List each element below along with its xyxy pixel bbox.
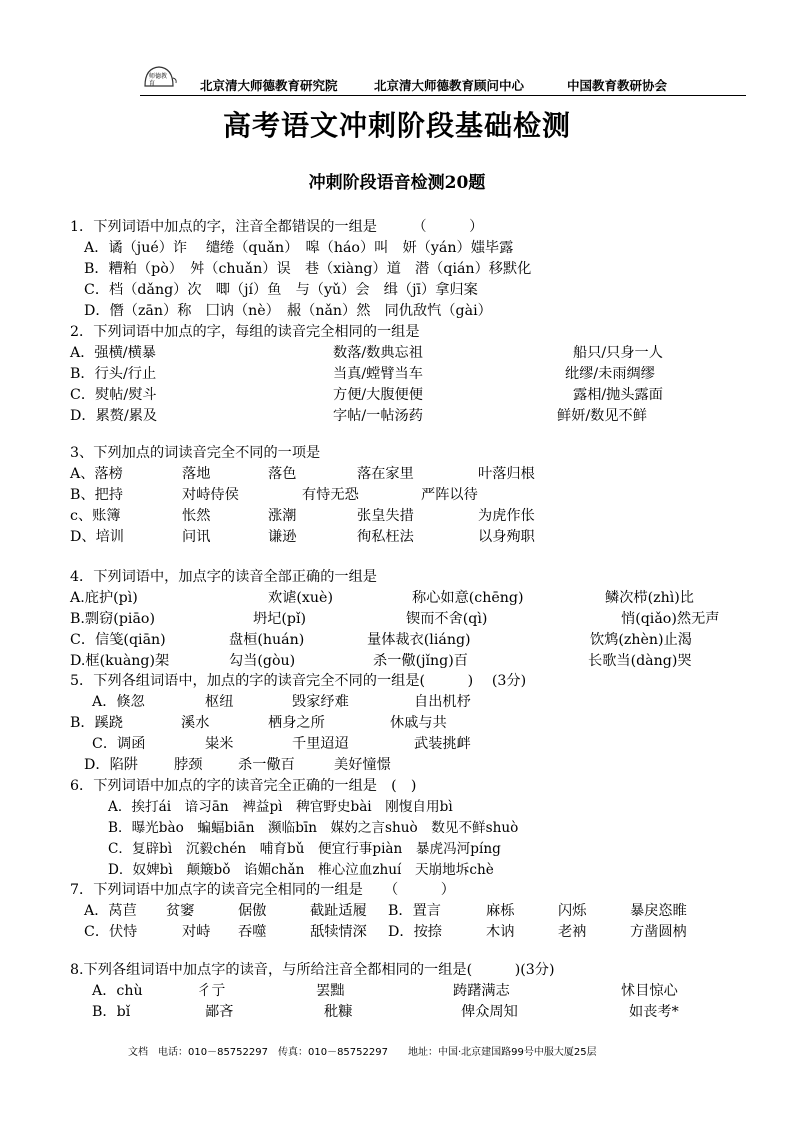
header-org-2: 北京清大师德教育顾问中心 <box>374 78 525 93</box>
q3-c-1: c、账簿 <box>70 508 121 524</box>
q2-d-2: 字帖/一帖汤药 <box>333 408 423 424</box>
q7-r1-2: 贫窭 <box>166 903 195 919</box>
q3-c-4: 张皇失措 <box>357 508 414 524</box>
q8-b-3: 秕糠 <box>324 1004 353 1020</box>
q7-stem: 7．下列词语中加点字的读音完全相同的一组是 （ ） <box>70 882 455 898</box>
q3-b-1: B、把持 <box>70 487 123 503</box>
q3-c-5: 为虎作伥 <box>478 508 535 524</box>
q4-c-3: 量体裁衣(liáng) <box>367 632 471 648</box>
q8-a-4: 踌躇满志 <box>453 983 510 999</box>
q3-d-3: 谦逊 <box>268 529 297 545</box>
q7-r1-5: B．置言 <box>388 903 441 919</box>
logo-text: 师德教育 <box>149 73 168 87</box>
q5-a-3: 毁家纾难 <box>292 694 349 710</box>
page-subtitle: 冲刺阶段语音检测20题 <box>308 173 486 193</box>
q4-b-3: 锲而不舍(qì) <box>406 611 488 627</box>
q2-b-2: 当真/螳臂当车 <box>333 366 423 382</box>
q7-r2-2: 对峙 <box>182 924 211 940</box>
q1-option-c: C．档（dǎng）次 唧（jí）鱼 与（yǔ）会 缉（jī）拿归案 <box>84 282 478 298</box>
q5-a-4: 自出机杼 <box>414 694 471 710</box>
q3-c-3: 涨潮 <box>268 508 297 524</box>
q4-a-2: 欢谑(xuè) <box>268 590 333 606</box>
q5-b-4: 休戚与共 <box>390 715 447 731</box>
q4-stem: 4．下列词语中，加点字的读音全部正确的一组是 <box>70 569 377 585</box>
q4-d-3: 杀一儆(jǐng)百 <box>373 653 468 669</box>
q3-d-4: 徇私枉法 <box>357 529 414 545</box>
q8-b-4: 俾众周知 <box>461 1004 518 1020</box>
q4-a-4: 鳞次栉(zhì)比 <box>605 590 694 606</box>
q1-option-d: D．僭（zān）称 囗讷（nè） 赧（nǎn）然 同仇敌忾（gài） <box>84 303 492 319</box>
q5-a-2: 枢纽 <box>205 694 234 710</box>
q4-c-1: C．信笺(qiān) <box>70 632 166 648</box>
q8-a-1: A．chù <box>92 983 143 999</box>
q4-a-3: 称心如意(chēng) <box>412 590 524 606</box>
q7-r1-3: 倨傲 <box>238 903 267 919</box>
q2-c-2: 方便/大腹便便 <box>333 387 423 403</box>
logo <box>142 64 178 90</box>
q7-r2-1: C．伏恃 <box>84 924 138 940</box>
q5-a-1: A．倏忽 <box>92 694 145 710</box>
q5-c-3: 千里迢迢 <box>292 736 349 752</box>
q8-b-1: B．bǐ <box>92 1004 131 1020</box>
q4-b-2: 坍圮(pǐ) <box>253 611 307 627</box>
q5-b-2: 溪水 <box>181 715 210 731</box>
q5-d-4: 美好憧憬 <box>334 757 391 773</box>
q2-stem: 2．下列词语中加点的字，每组的读音完全相同的一组是 <box>70 324 420 340</box>
q5-stem: 5．下列各组词语中，加点的字的读音完全不同的一组是( ) (3分) <box>70 673 527 689</box>
q5-b-1: B．蹊跷 <box>70 715 123 731</box>
q6-option-b: B．曝光bào 蝙蝠biān 濒临bīn 媒妁之言shuò 数见不鲜shuò <box>108 820 519 836</box>
q8-stem: 8.下列各组词语中加点字的读音，与所给注音全都相同的一组是( )(3分) <box>70 962 555 978</box>
q1-stem: 1．下列词语中加点的字，注音全都错误的一组是 （ ） <box>70 219 484 235</box>
q5-d-1: D．陷阱 <box>84 757 138 773</box>
q7-r1-1: A．莴苣 <box>84 903 137 919</box>
q4-c-4: 饮鸩(zhèn)止渴 <box>590 632 692 648</box>
q8-b-2: 鄙吝 <box>205 1004 234 1020</box>
header-org-1: 北京清大师德教育研究院 <box>200 78 338 93</box>
page-title: 高考语文冲刺阶段基础检测 <box>222 109 571 142</box>
q7-r2-8: 方凿圆枘 <box>630 924 687 940</box>
q1-option-b: B．糟粕（pò） 舛（chuǎn）误 巷（xiàng）道 潜（qián）移默化 <box>84 261 532 277</box>
q4-c-2: 盘桓(huán) <box>229 632 305 648</box>
page-footer: 文档 电话：010－85752297 传真：010－85752297 地址：中国·北京建国路99号中服大厦25层 <box>128 1047 597 1058</box>
q8-a-5: 怵目惊心 <box>621 983 678 999</box>
q3-a-5: 叶落归根 <box>478 466 535 482</box>
q4-b-4: 悄(qiǎo)然无声 <box>621 611 720 627</box>
q3-stem: 3、下列加点的词读音完全不同的一项是 <box>70 445 321 461</box>
q3-b-3: 有恃无恐 <box>302 487 359 503</box>
q6-option-c: C．复辟bì 沉毅chén 哺育bǔ 便宜行事piàn 暴虎冯河píng <box>108 841 501 857</box>
q3-d-2: 问讯 <box>182 529 211 545</box>
q3-b-4: 严阵以待 <box>421 487 478 503</box>
q8-a-2: 彳亍 <box>197 983 226 999</box>
q7-r2-4: 舐犊情深 <box>310 924 367 940</box>
q3-b-2: 对峙侍侯 <box>182 487 239 503</box>
q8-a-3: 罢黜 <box>316 983 345 999</box>
q4-d-4: 长歌当(dàng)哭 <box>588 653 692 669</box>
q4-d-1: D.框(kuàng)架 <box>70 653 170 669</box>
q2-d-1: D．累赘/累及 <box>70 408 158 424</box>
q3-a-2: 落地 <box>182 466 211 482</box>
q3-d-1: D、培训 <box>70 529 124 545</box>
q2-b-1: B．行头/行止 <box>70 366 157 382</box>
q5-d-3: 杀一儆百 <box>238 757 295 773</box>
q4-d-2: 勾当(gòu) <box>229 653 296 669</box>
q6-stem: 6．下列词语中加点的字的读音完全正确的一组是 ( ) <box>70 778 417 794</box>
q5-c-2: 粜米 <box>205 736 234 752</box>
q5-c-4: 武装挑衅 <box>414 736 471 752</box>
q8-b-5: 如丧考* <box>629 1004 679 1020</box>
q7-r2-6: 木讷 <box>486 924 515 940</box>
q6-option-d: D．奴婢bì 颠簸bǒ 谄媚chǎn 椎心泣血zhuí 天崩地坼chè <box>108 862 494 878</box>
q6-option-a: A．挨打ái 谙习ān 裨益pì 稗官野史bài 刚愎自用bì <box>108 799 453 815</box>
q7-r2-5: D．按捺 <box>388 924 442 940</box>
q3-a-1: A、落榜 <box>70 466 123 482</box>
q3-d-5: 以身殉职 <box>478 529 535 545</box>
q4-b-1: B.剽窃(piāo) <box>70 611 156 627</box>
q3-a-3: 落色 <box>268 466 297 482</box>
header-divider <box>140 95 746 96</box>
q7-r2-3: 吞噬 <box>238 924 267 940</box>
q4-a-1: A.庇护(pì) <box>70 590 138 606</box>
header-org-3: 中国教育教研协会 <box>567 78 668 93</box>
q2-d-3: 鲜妍/数见不鲜 <box>557 408 647 424</box>
q2-a-2: 数落/数典忘祖 <box>333 345 423 361</box>
q5-b-3: 栖身之所 <box>268 715 325 731</box>
q7-r1-7: 闪烁 <box>558 903 587 919</box>
q7-r2-7: 老衲 <box>558 924 587 940</box>
q2-c-3: 露相/抛头露面 <box>573 387 663 403</box>
q7-r1-4: 截趾适履 <box>310 903 367 919</box>
q7-r1-6: 麻栎 <box>486 903 515 919</box>
q2-a-1: A．强横/横暴 <box>70 345 156 361</box>
q3-c-2: 怅然 <box>182 508 211 524</box>
q5-c-1: C．调函 <box>92 736 146 752</box>
q2-c-1: C．熨帖/熨斗 <box>70 387 157 403</box>
q1-option-a: A．谲（jué）诈 缱绻（quǎn） 嗥（háo）叫 妍（yán）媸毕露 <box>84 240 514 256</box>
q3-a-4: 落在家里 <box>357 466 414 482</box>
q7-r1-8: 暴戾恣睢 <box>630 903 687 919</box>
q2-b-3: 纰缪/未雨绸缪 <box>565 366 655 382</box>
q5-d-2: 脖颈 <box>174 757 203 773</box>
q2-a-3: 船只/只身一人 <box>573 345 663 361</box>
